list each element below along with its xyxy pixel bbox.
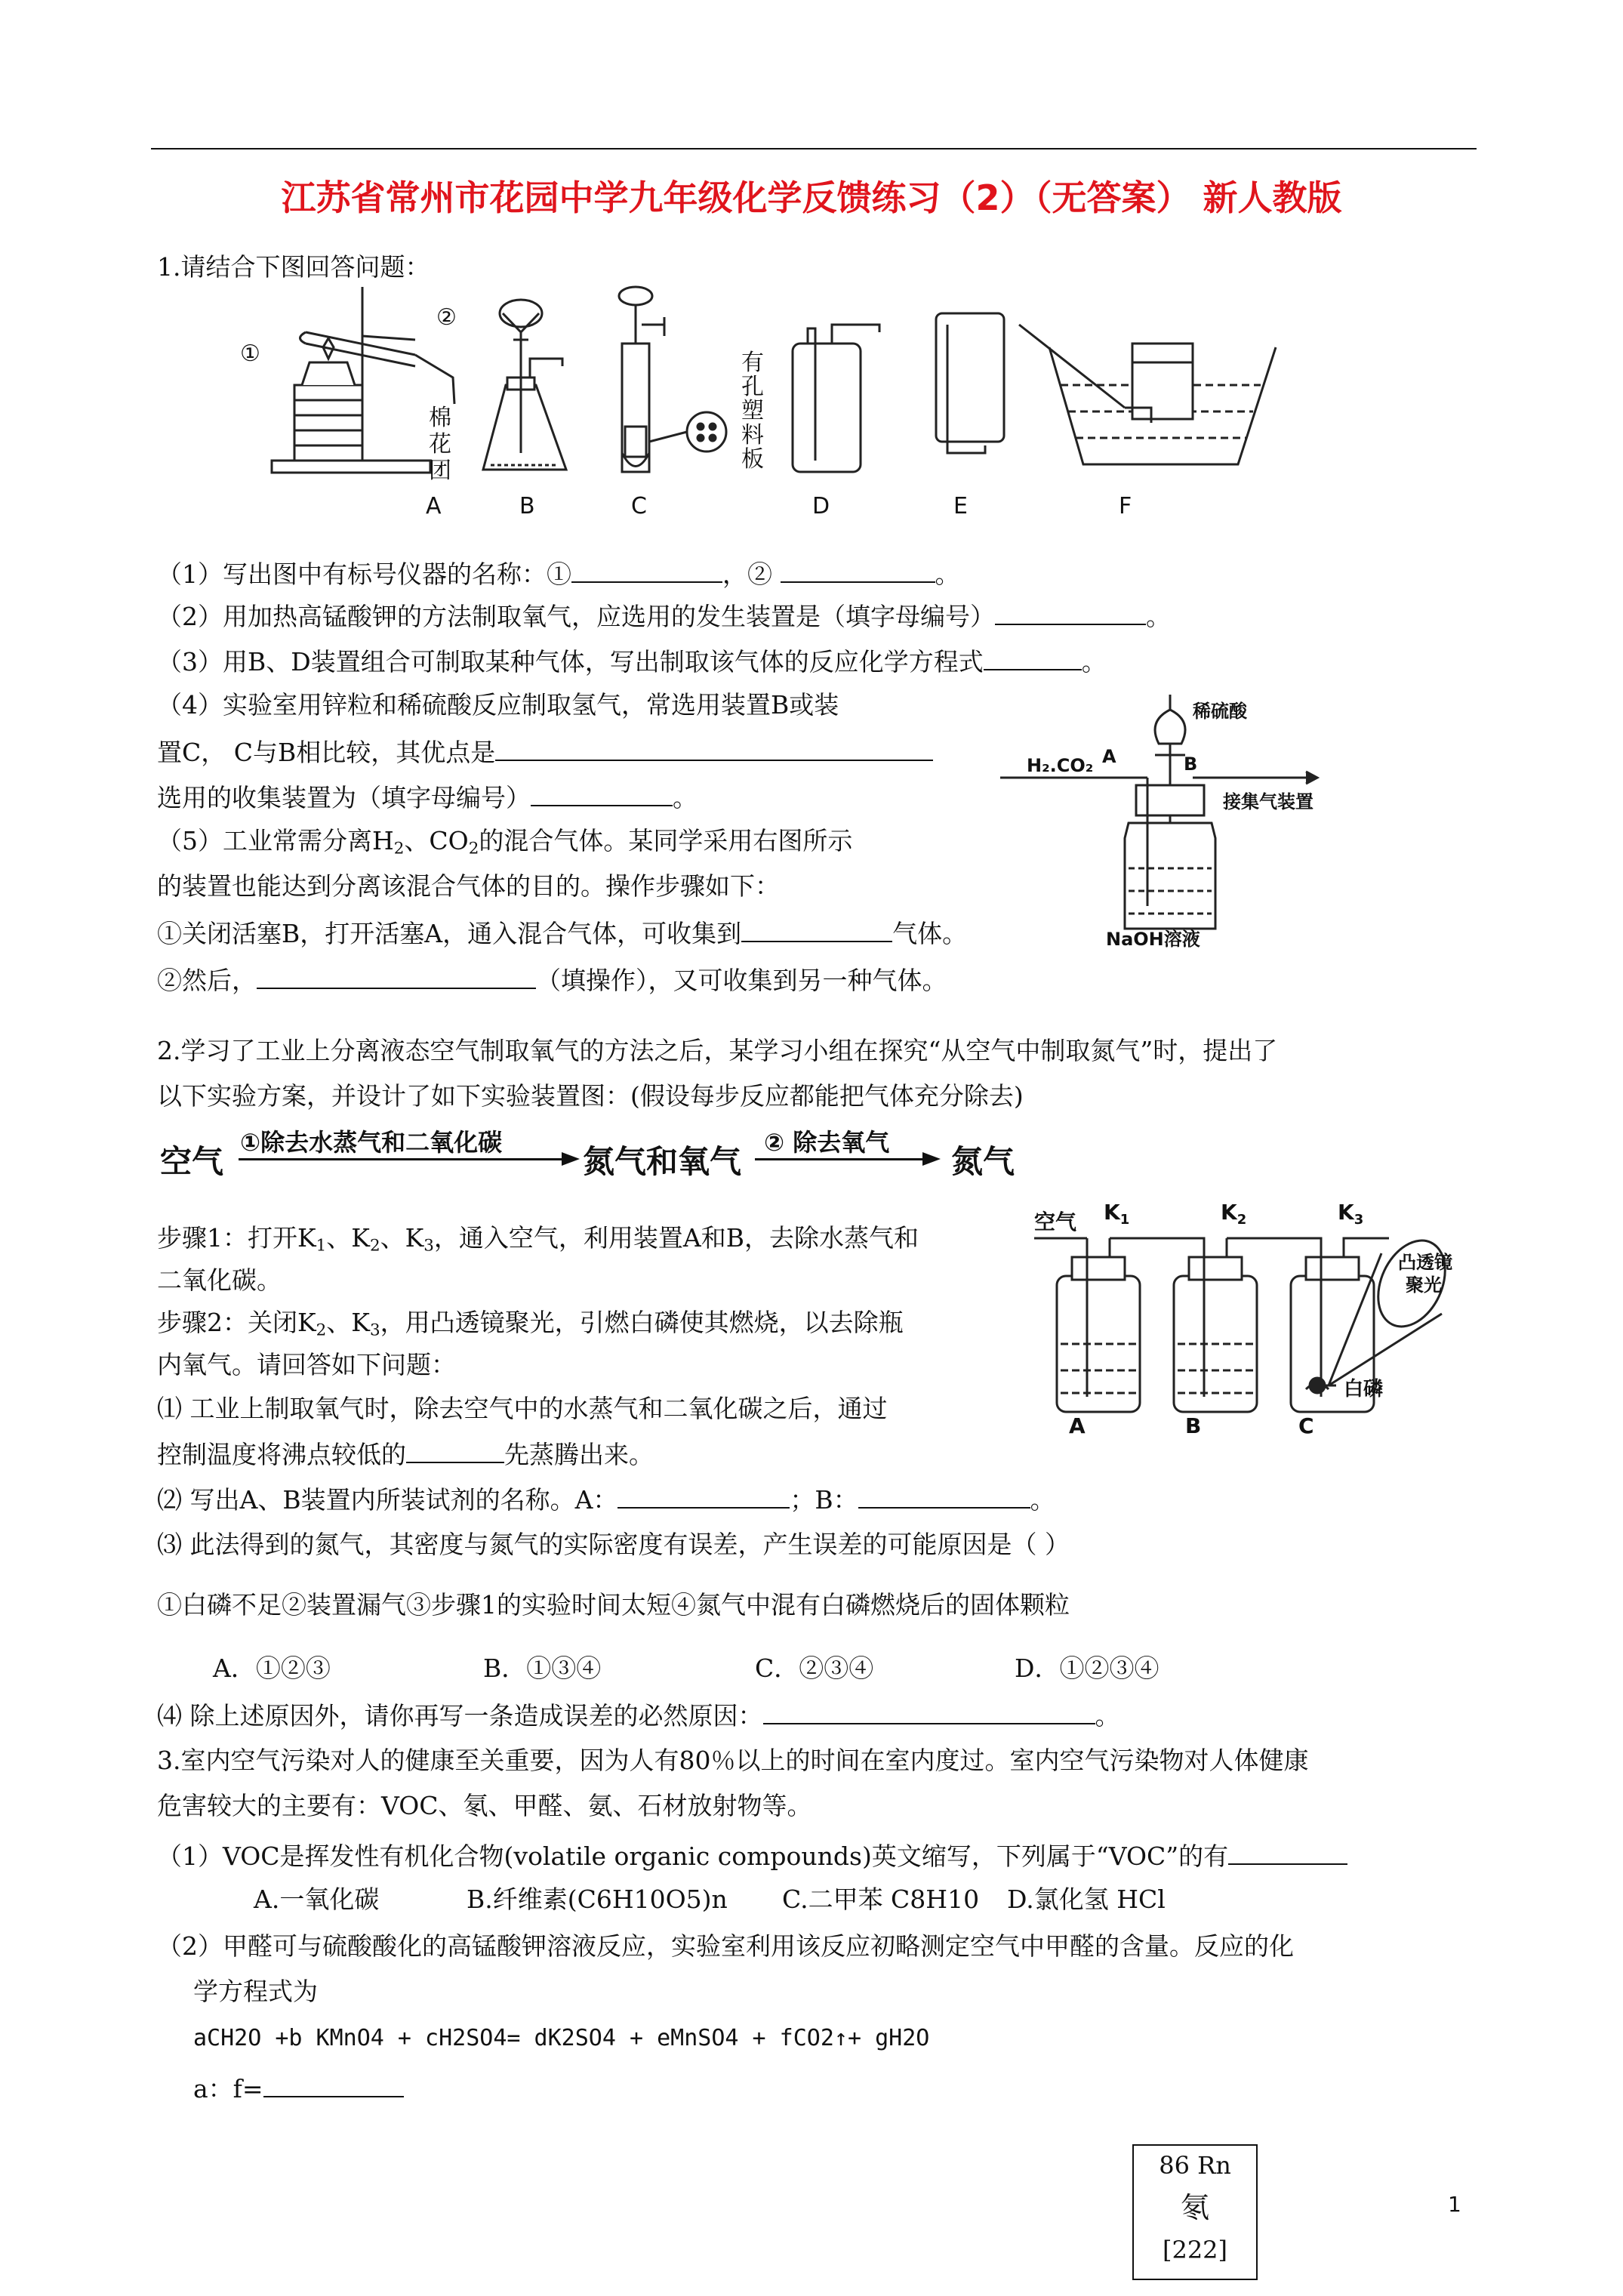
q2-step2-line1: 步骤2：关闭$K_2$、$K_3$，用凸透镜聚光，引燃白磷使其燃烧，以去除瓶 [157, 1308, 904, 1340]
flow-arrow-2 [755, 1158, 925, 1160]
flow-air: 空气 [160, 1143, 224, 1180]
plate-5: 板 [741, 446, 764, 473]
q3-option-c[interactable]: C.二甲苯 C8H10 [782, 1885, 980, 1914]
q1-part5-line3: ①关闭活塞B，打开活塞A，通入混合气体，可收集到 气体。 [157, 917, 967, 949]
label-bottle-b: B [1185, 1413, 1202, 1438]
q2-step1-line1: 步骤1：打开$K_1$、$K_2$、$K_3$，通入空气，利用装置A和B，去除水蒸气和 [157, 1223, 919, 1256]
page-number: 1 [1448, 2192, 1461, 2217]
label-air-inlet: 空气 [1034, 1210, 1077, 1234]
q1-heading: 1.请结合下图回答问题： [157, 252, 430, 282]
answer-blank[interactable] [741, 917, 892, 942]
label-b: B [519, 493, 535, 519]
answer-blank[interactable] [1228, 1839, 1347, 1865]
flow-end: 氮气 [951, 1143, 1015, 1180]
q2-part2: ⑵ 写出A、B装置内所装试剂的名称。A： ；B： 。 [157, 1483, 1055, 1515]
label-num1: ① [240, 341, 260, 367]
q3-equation: aCH2O +b KMnO4 + cH2SO4= dK2SO4 + eMnSO4 + fCO2↑+ gH2O [193, 2025, 930, 2051]
cotton-3: 团 [429, 458, 451, 484]
separation-apparatus [996, 680, 1344, 951]
three-bottle-apparatus [1034, 1193, 1472, 1442]
q3-part1: （1）VOC是挥发性有机化合物(volatile organic compounds)英文缩写，下列属于“VOC”的有 [157, 1839, 1347, 1872]
element-mass: [222] [1162, 2236, 1228, 2264]
answer-blank[interactable] [257, 963, 536, 989]
q2-option-d[interactable]: D．①②③④ [1015, 1653, 1160, 1683]
label-lens: 凸透镜 [1398, 1252, 1452, 1273]
q1-part3: （3）用B、D装置组合可制取某种气体，写出制取该气体的反应化学方程式 。 [157, 645, 1107, 677]
plate-3: 塑 [741, 398, 764, 424]
q1-part5-line2: 的装置也能达到分离该混合气体的目的。操作步骤如下： [157, 871, 780, 901]
q2-part4: ⑷ 除上述原因外，请你再写一条造成误差的必然原因： 。 [157, 1699, 1120, 1731]
q1-part4-line3: 选用的收集装置为（填字母编号） 。 [157, 781, 698, 813]
q1-part1: （1）写出图中有标号仪器的名称：① ，② 。 [157, 557, 960, 590]
cotton-2: 花 [429, 431, 451, 458]
plate-4: 料 [741, 422, 764, 448]
element-name: 氡 [1180, 2191, 1209, 2224]
plate-2: 孔 [741, 374, 764, 400]
apparatus-e [936, 313, 1004, 453]
label-naoh: NaOH溶液 [1106, 929, 1200, 950]
q3-option-b[interactable]: B.纤维素(C6H10O5)n [467, 1885, 728, 1914]
label-bottle-c: C [1298, 1413, 1314, 1438]
answer-blank[interactable] [495, 735, 933, 761]
q3-ratio: a：f= [193, 2072, 404, 2104]
label-valve-b: B [1184, 754, 1198, 775]
q2-step1-line2: 二氧化碳。 [157, 1265, 282, 1295]
label-num2: ② [436, 304, 457, 331]
apparatus-a [272, 287, 454, 473]
apparatus-figure [240, 272, 1306, 521]
label-d: D [812, 493, 830, 519]
q2-option-b[interactable]: B．①③④ [483, 1653, 602, 1683]
q3-option-a[interactable]: A.一氧化碳 [254, 1885, 380, 1914]
q2-part1-line1: ⑴ 工业上制取氧气时，除去空气中的水蒸气和二氧化碳之后，通过 [157, 1394, 888, 1423]
element-number-symbol: 86 Rn [1159, 2151, 1231, 2180]
q2-part3: ⑶ 此法得到的氮气，其密度与氮气的实际密度有误差，产生误差的可能原因是（ ） [157, 1530, 1070, 1559]
answer-blank[interactable] [571, 557, 722, 583]
answer-blank[interactable] [263, 2072, 404, 2097]
flow-arrowhead-2 [922, 1152, 941, 1166]
label-k1: $K_1$ [1104, 1200, 1130, 1228]
q2-causes: ①白磷不足②装置漏气③步骤1的实验时间太短④氮气中混有白磷燃烧后的固体颗粒 [157, 1590, 1070, 1620]
q3-part2-line1: （2）甲醛可与硫酸酸化的高锰酸钾溶液反应，实验室利用该反应初略测定空气中甲醛的含量。反应的化 [157, 1931, 1294, 1961]
cotton-1: 棉 [429, 405, 451, 431]
answer-blank[interactable] [995, 599, 1146, 625]
label-white-phosphorus: 白磷 [1344, 1378, 1384, 1401]
q1-part4-line1: （4）实验室用锌粒和稀硫酸反应制取氢气，常选用装置B或装 [157, 690, 839, 720]
label-lens-focus: 聚光 [1406, 1274, 1442, 1296]
label-c: C [631, 493, 647, 519]
q1-part5-line4: ②然后， （填操作），又可收集到另一种气体。 [157, 963, 947, 996]
label-e: E [953, 493, 968, 519]
answer-blank[interactable] [531, 781, 673, 806]
q3-intro-line2: 危害较大的主要有：VOC、氡、甲醛、氨、石材放射物等。 [157, 1791, 812, 1820]
answer-blank[interactable] [781, 557, 935, 583]
flow-arrowhead-1 [562, 1152, 580, 1166]
label-a: A [426, 493, 442, 519]
q2-intro-line2: 以下实验方案，并设计了如下实验装置图：(假设每步反应都能把气体充分除去) [157, 1081, 1024, 1111]
answer-blank[interactable] [858, 1483, 1030, 1509]
q2-option-c[interactable]: C．②③④ [755, 1653, 874, 1683]
q3-part2-line2: 学方程式为 [193, 1977, 318, 2006]
apparatus-b [483, 300, 566, 470]
flow-step1: ①除去水蒸气和二氧化碳 [240, 1128, 503, 1157]
flow-arrow-1 [239, 1158, 563, 1160]
q1-part5-line1: （5）工业常需分离$H_2$、$CO_2$的混合气体。某同学采用右图所示 [157, 826, 853, 858]
plate-1: 有 [741, 350, 764, 376]
label-gas-mixture: H₂.CO₂ [1027, 755, 1094, 776]
apparatus-d [793, 325, 879, 472]
q3-option-d[interactable]: D.氯化氢 HCl [1007, 1885, 1166, 1914]
header-rule [151, 148, 1477, 149]
element-card-radon [1132, 2144, 1258, 2280]
answer-blank[interactable] [617, 1483, 790, 1509]
apparatus-f [1019, 325, 1276, 464]
label-valve-a: A [1102, 746, 1116, 767]
label-bottle-a: A [1069, 1413, 1086, 1438]
apparatus-c [619, 287, 726, 472]
label-k2: $K_2$ [1221, 1200, 1247, 1228]
answer-blank[interactable] [763, 1699, 1095, 1724]
q1-part4-line2: 置C， C与B相比较，其优点是 [157, 735, 933, 768]
flow-mid: 氮气和氧气 [583, 1143, 742, 1180]
flow-step2: ② 除去氧气 [764, 1128, 890, 1157]
label-collector: 接集气装置 [1223, 791, 1313, 812]
q2-intro-line1: 2.学习了工业上分离液态空气制取氧气的方法之后，某学习小组在探究“从空气中制取氮气”时，提出了 [157, 1036, 1278, 1065]
label-dilute-acid: 稀硫酸 [1193, 701, 1247, 722]
q3-intro-line1: 3.室内空气污染对人的健康至关重要，因为人有80％以上的时间在室内度过。室内空气污染物对人体健康 [157, 1746, 1309, 1775]
q2-step2-line2: 内氧气。请回答如下问题： [157, 1350, 456, 1379]
answer-blank[interactable] [984, 645, 1082, 670]
q2-option-a[interactable]: A．①②③ [213, 1653, 331, 1683]
q2-part1-line2: 控制温度将沸点较低的 先蒸腾出来。 [157, 1438, 654, 1470]
q1-part2: （2）用加热高锰酸钾的方法制取氧气，应选用的发生装置是（填字母编号） 。 [157, 599, 1171, 632]
label-k3: $K_3$ [1338, 1200, 1364, 1228]
page-title: 江苏省常州市花园中学九年级化学反馈练习（2）（无答案） 新人教版 [281, 177, 1342, 218]
label-f: F [1119, 493, 1132, 519]
answer-blank[interactable] [406, 1438, 504, 1463]
